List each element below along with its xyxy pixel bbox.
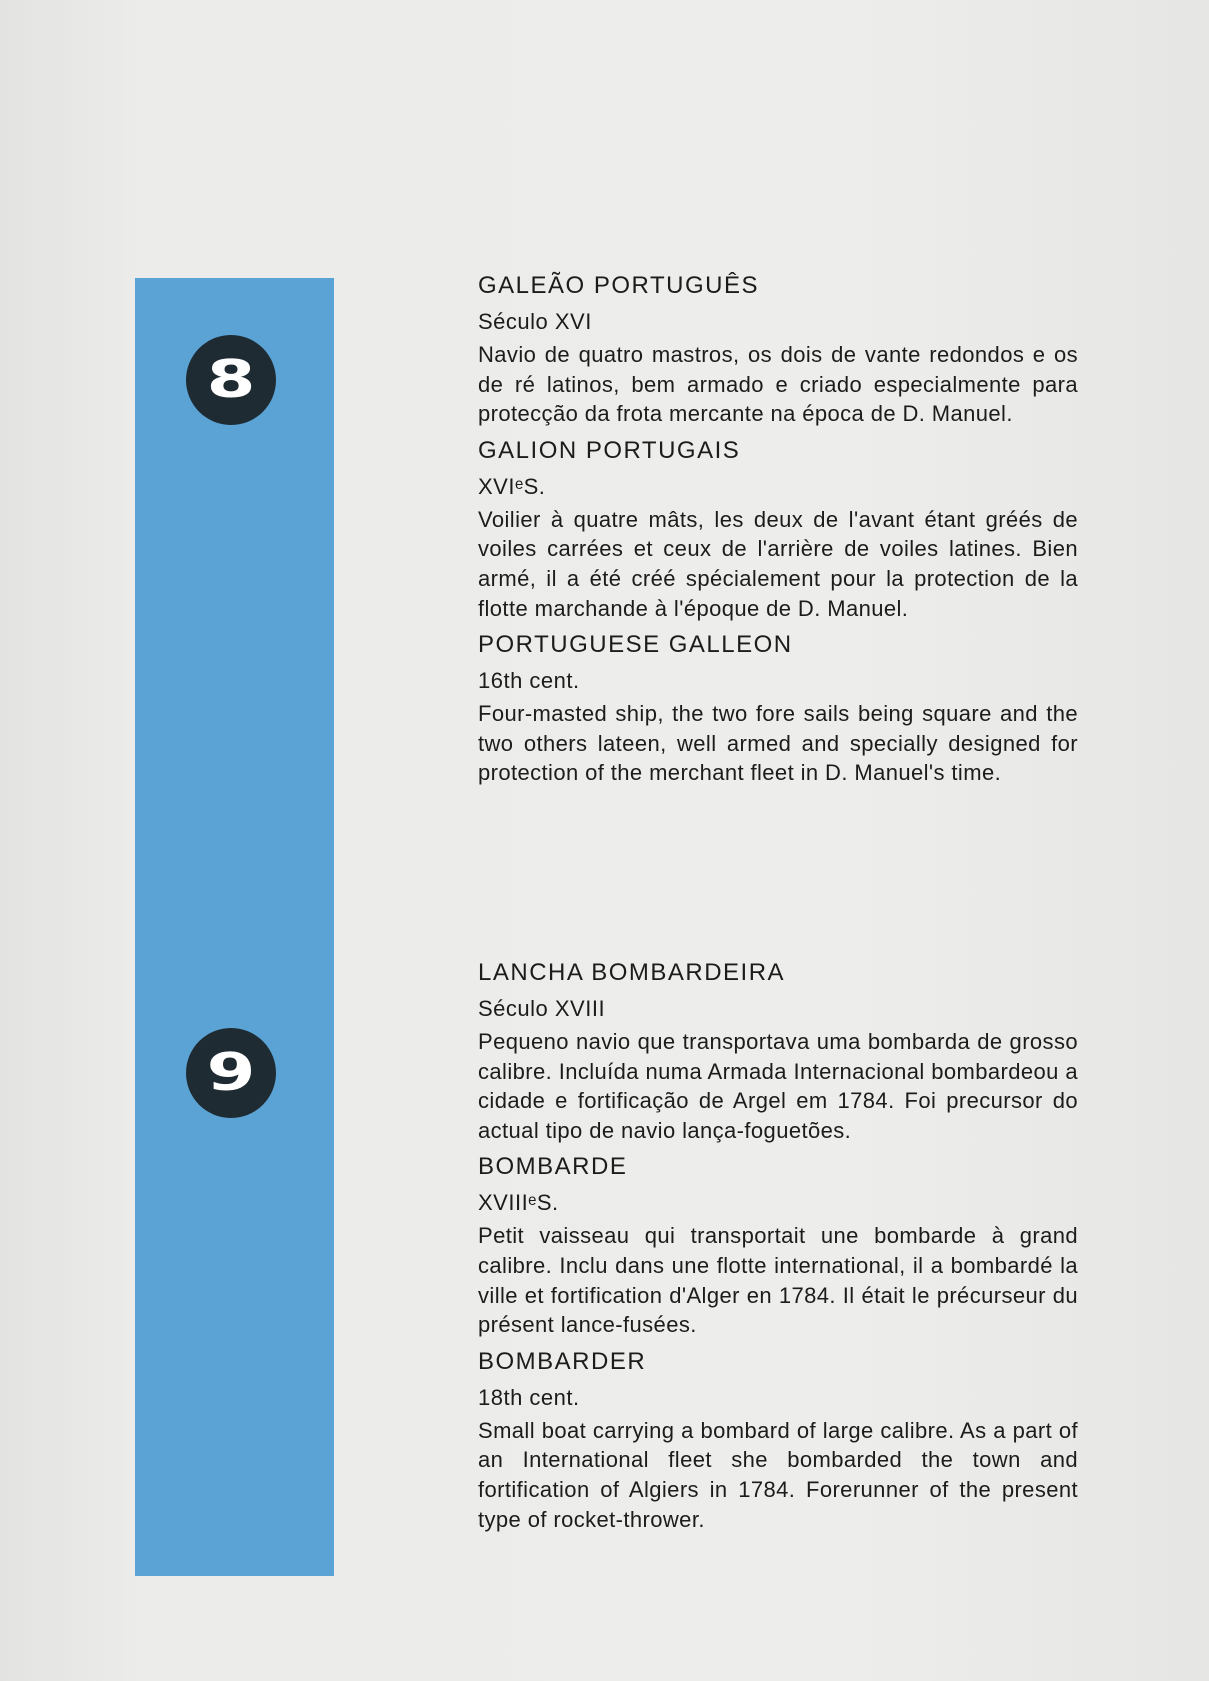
section-title: GALEÃO PORTUGUÊS [478,272,759,299]
section-title: BOMBARDER [478,1347,647,1375]
section-title: PORTUGUESE GALLEON [478,631,793,659]
section-english-text [478,1344,1078,1534]
section-title: GALION PORTUGAIS [478,436,741,464]
section-description: Pequeno navio que transportava uma bombarda de grosso calibre. Incluída numa Armada Internacional bombardeou a cidade e fortificação de Argel em 1784. Foi precursor do actual tipo de navio lança-foguetões. [478,1029,1078,1143]
number-badge-8 [186,335,276,425]
section-century: 16th cent. [478,668,580,694]
section-french-text [478,1149,1078,1339]
section-description: Petit vaisseau qui transportait une bombarde à grand calibre. Inclu dans une flotte international, il a bombardé la ville et fortification d'Alger en 1784. Il était le précurseur du présent lance-fusées. [478,1223,1078,1338]
section-century: XVIIIᵉS. [478,1190,559,1216]
section-century: XVIᵉS. [478,473,546,499]
section-description: Four-masted ship, the two fore sails being square and the two others lateen, well armed and specially designed for protection of the merchant fleet in D. Manuel's time. [478,701,1078,786]
section-portuguese-text [478,955,1078,1145]
number-badge-9 [186,1028,276,1118]
section-description: Small boat carrying a bombard of large calibre. As a part of an International fleet she bombarded the town and fortification of Algiers in 1784. Forerunner of the present type of rocket-thrower. [478,1417,1078,1532]
number-badge-label: 9 [206,1043,256,1103]
section-century: Século XVI [478,309,592,334]
section-title: LANCHA BOMBARDEIRA [478,959,786,986]
section-portuguese-text [478,268,1078,429]
entry-9 [478,955,1078,1538]
section-french-text [478,433,1078,623]
section-english-text [478,627,1078,788]
section-description: Navio de quatro mastros, os dois de vante redondos e os de ré latinos, bem armado e criado especialmente para protecção da frota mercante na época de D. Manuel. [478,342,1078,427]
blue-side-band [135,278,334,1576]
number-badge-label: 8 [206,350,256,410]
section-title: BOMBARDE [478,1153,628,1181]
section-century: Século XVIII [478,996,606,1021]
section-century: 18th cent. [478,1384,580,1410]
section-description: Voilier à quatre mâts, les deux de l'avant étant gréés de voiles carrées et ceux de l'arrière de voiles latines. Bien armé, il a été créé spécialement pour la protection de la flotte marchande à l'époque de D. Manuel. [478,506,1078,621]
entry-8 [478,268,1078,792]
